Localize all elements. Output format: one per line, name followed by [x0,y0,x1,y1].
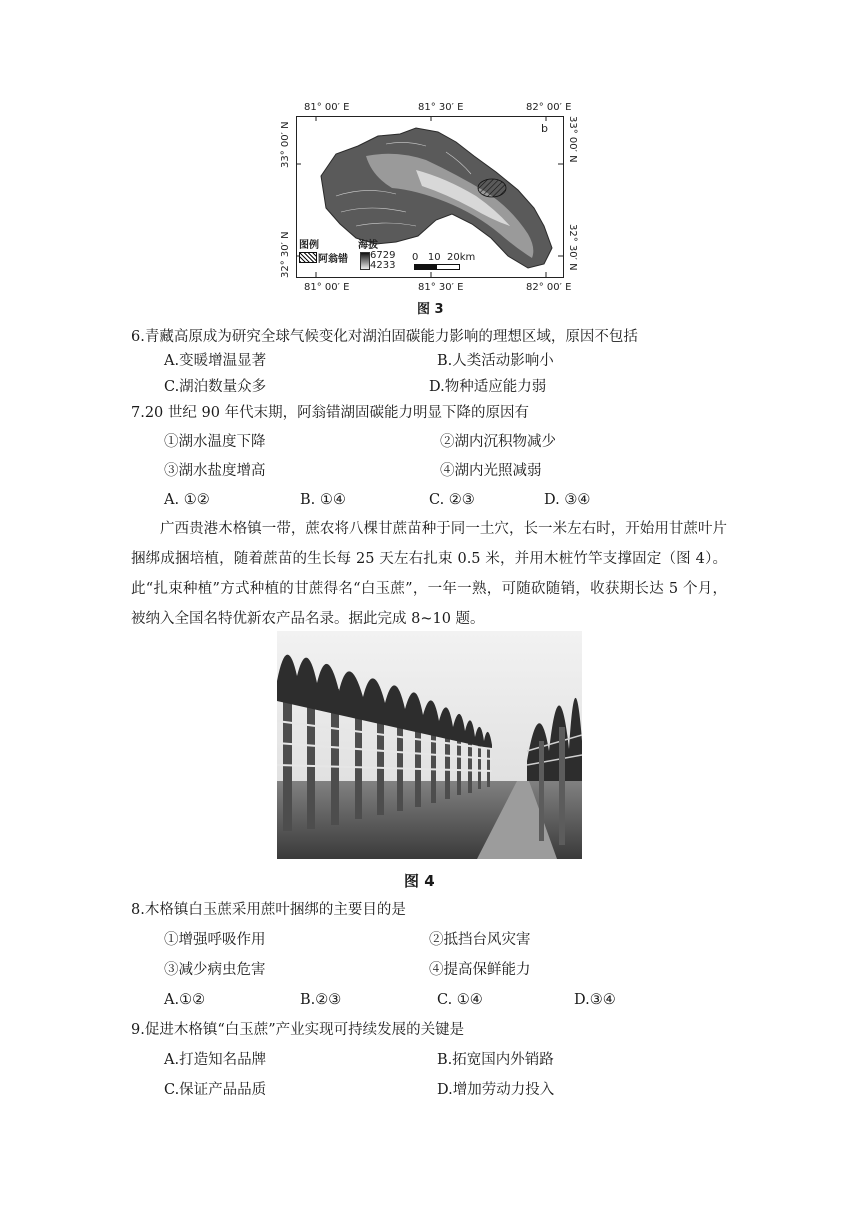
q8-option-d: D.③④ [574,992,616,1008]
q9-stem: 9.促进木格镇“白玉蔗”产业实现可持续发展的关键是 [131,1022,465,1038]
scale-bar [414,264,460,270]
q7-item-4: ④湖内光照减弱 [440,463,542,479]
figure-4-photo [277,631,582,859]
q9-option-b: B.拓宽国内外销路 [437,1052,554,1068]
q7-item-1: ①湖水温度下降 [164,434,266,450]
q9-option-a: A.打造知名品牌 [164,1052,267,1068]
q6-option-d: D.物种适应能力弱 [429,379,547,395]
elevation-title: 海拔 [358,240,378,251]
q7-option-d: D. ③④ [544,492,591,508]
q6-stem: 6.青藏高原成为研究全球气候变化对湖泊固碳能力影响的理想区域，原因不包括 [131,329,638,345]
figure-3 [276,96,586,321]
q6-option-a: A.变暖增温显著 [164,353,267,369]
legend-swatch-lake [299,252,317,263]
q8-option-b: B.②③ [300,992,342,1008]
right-tick-1: 33° 00′ N [567,116,578,163]
bottom-tick-1: 81° 00′ E [304,282,350,293]
q9-option-d: D.增加劳动力投入 [437,1082,555,1098]
q8-item-1: ①增强呼吸作用 [164,932,266,948]
left-tick-2: 32° 30′ N [280,231,291,278]
top-tick-3: 82° 00′ E [526,102,572,113]
q8-option-a: A.①② [164,992,206,1008]
bottom-tick-3: 82° 00′ E [526,282,572,293]
bottom-tick-2: 81° 30′ E [418,282,464,293]
q8-item-3: ③减少病虫危害 [164,962,266,978]
passage-text: 广西贵港木格镇一带，蔗农将八棵甘蔗苗种于同一土穴，长一米左右时，开始用甘蔗叶片捆绑成捆培植，随着蔗苗的生长每 25 天左右扎束 0.5 米，并用木桩竹竿支撑固定（图 4）。此“扎束种植”方式种植的甘蔗得名“白玉蔗”，一年一熟，可随砍随销，收获期长达 5 个月，被纳入全国名特优新农产品名录。据此完成 8~10 题。 [131,521,727,627]
q9-option-c: C.保证产品品质 [164,1082,267,1098]
q7-option-c: C. ②③ [429,492,475,508]
scale-labels: 0 10 20km [412,252,476,263]
legend-item-lake: 阿翁错 [318,254,348,265]
elevation-gradient [360,252,370,270]
top-tick-2: 81° 30′ E [418,102,464,113]
q8-item-2: ②抵挡台风灾害 [429,932,531,948]
q6-option-b: B.人类活动影响小 [437,353,554,369]
q7-stem: 7.20 世纪 90 年代末期，阿翁错湖固碳能力明显下降的原因有 [131,405,530,421]
q7-item-2: ②湖内沉积物减少 [440,434,556,450]
q8-item-4: ④提高保鲜能力 [429,962,531,978]
q8-stem: 8.木格镇白玉蔗采用蔗叶捆绑的主要目的是 [131,902,406,918]
q6-option-c: C.湖泊数量众多 [164,379,267,395]
elevation-low: 4233 [370,260,396,271]
left-tick-1: 33° 00′ N [280,121,291,168]
q7-option-a: A. ①② [164,492,210,508]
panel-label: b [541,122,548,135]
top-tick-1: 81° 00′ E [304,102,350,113]
right-tick-2: 32° 30′ N [567,224,578,271]
q8-option-c: C. ①④ [437,992,483,1008]
q7-item-3: ③湖水盐度增高 [164,463,266,479]
q7-option-b: B. ①④ [300,492,346,508]
figure-3-caption: 图 3 [417,302,444,317]
figure-4-caption: 图 4 [404,872,435,890]
legend-title: 图例 [299,240,319,251]
elevation-high: 6729 [370,250,396,261]
